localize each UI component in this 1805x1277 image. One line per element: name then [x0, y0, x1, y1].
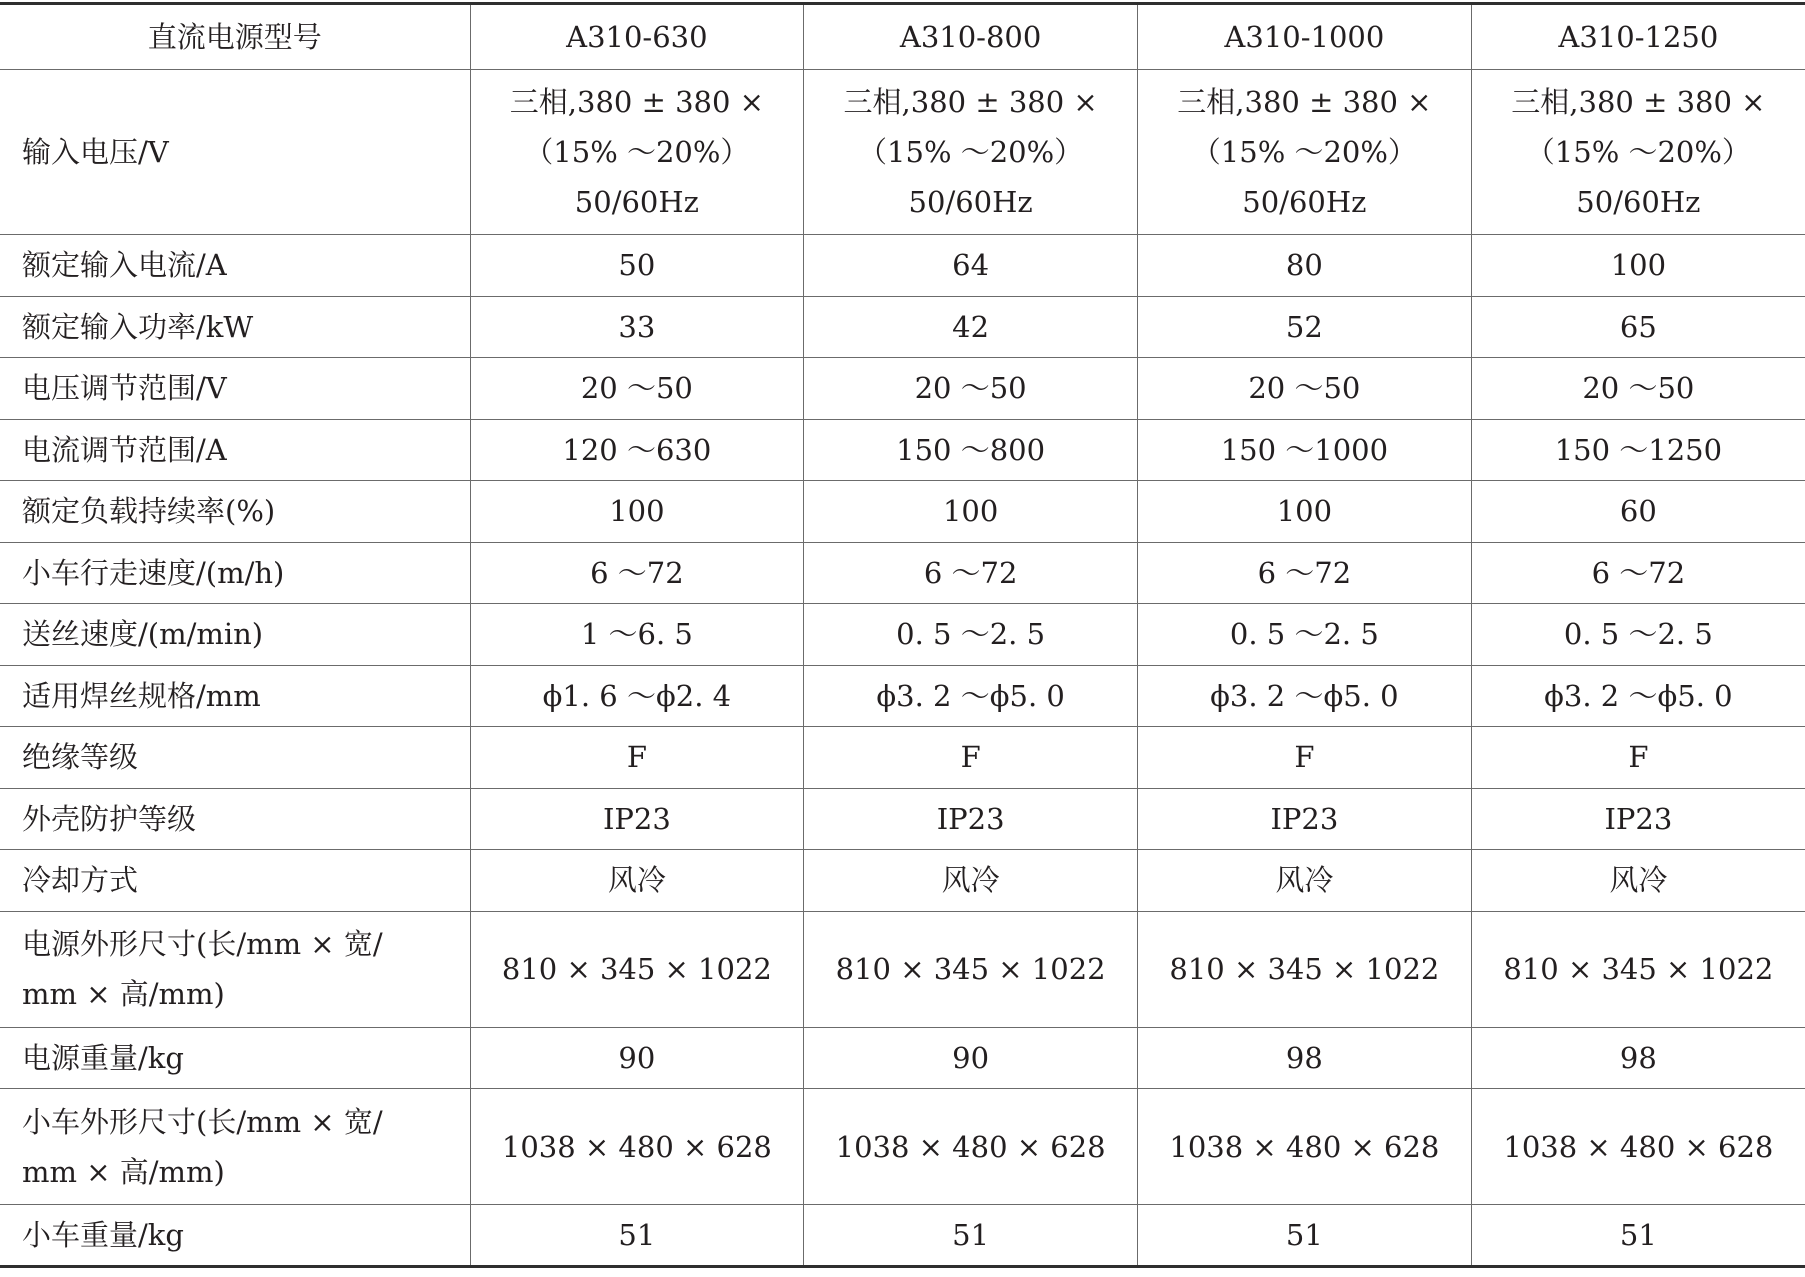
table-row: [0, 727, 1805, 789]
row-value: 20 ～50: [804, 358, 1138, 420]
table-row: [0, 358, 1805, 420]
row-label: 电源重量/kg: [0, 1027, 470, 1089]
row-value: 6 ～72: [804, 542, 1138, 604]
row-value: 51: [1138, 1205, 1472, 1267]
table-row: [0, 419, 1805, 481]
row-value: 50: [470, 235, 804, 297]
row-value: ϕ1. 6 ～ϕ2. 4: [470, 665, 804, 727]
header-model: A310-1250: [1471, 4, 1805, 70]
table-row: [0, 1027, 1805, 1089]
row-value: 三相,380 ± 380 × （15% ～20%） 50/60Hz: [804, 70, 1138, 235]
row-value: 80: [1138, 235, 1472, 297]
row-value: IP23: [1471, 788, 1805, 850]
spec-table: [0, 2, 1805, 1268]
row-value: 810 × 345 × 1022: [1138, 911, 1472, 1027]
row-label: 适用焊丝规格/mm: [0, 665, 470, 727]
header-model: A310-630: [470, 4, 804, 70]
row-label: 电压调节范围/V: [0, 358, 470, 420]
row-label: 绝缘等级: [0, 727, 470, 789]
row-value: 65: [1471, 296, 1805, 358]
table-row: [0, 70, 1805, 235]
row-label: 电流调节范围/A: [0, 419, 470, 481]
row-label: 额定负载持续率(%): [0, 481, 470, 543]
row-label: 额定输入功率/kW: [0, 296, 470, 358]
row-label: 额定输入电流/A: [0, 235, 470, 297]
row-value: ϕ3. 2 ～ϕ5. 0: [1138, 665, 1472, 727]
row-value: 20 ～50: [1471, 358, 1805, 420]
row-value: 51: [804, 1205, 1138, 1267]
row-value: 98: [1471, 1027, 1805, 1089]
row-label: 小车行走速度/(m/h): [0, 542, 470, 604]
row-value: IP23: [470, 788, 804, 850]
row-value: IP23: [804, 788, 1138, 850]
row-value: 三相,380 ± 380 × （15% ～20%） 50/60Hz: [1138, 70, 1472, 235]
row-value: 90: [470, 1027, 804, 1089]
row-value: 1038 × 480 × 628: [804, 1089, 1138, 1205]
header-row: [0, 4, 1805, 70]
row-label: 输入电压/V: [0, 70, 470, 235]
row-value: 60: [1471, 481, 1805, 543]
row-value: 风冷: [470, 850, 804, 912]
row-value: 150 ～1250: [1471, 419, 1805, 481]
row-value: 1038 × 480 × 628: [1471, 1089, 1805, 1205]
table-row: [0, 1089, 1805, 1205]
row-value: F: [470, 727, 804, 789]
row-value: 0. 5 ～2. 5: [804, 604, 1138, 666]
table-row: [0, 235, 1805, 297]
row-value: 810 × 345 × 1022: [1471, 911, 1805, 1027]
row-value: F: [804, 727, 1138, 789]
spec-table-body: [0, 4, 1805, 1267]
row-label: 小车重量/kg: [0, 1205, 470, 1267]
row-value: 150 ～1000: [1138, 419, 1472, 481]
row-value: 64: [804, 235, 1138, 297]
row-value: 6 ～72: [1138, 542, 1472, 604]
header-model: A310-800: [804, 4, 1138, 70]
table-row: [0, 911, 1805, 1027]
row-value: 6 ～72: [1471, 542, 1805, 604]
row-value: 20 ～50: [1138, 358, 1472, 420]
row-value: 风冷: [804, 850, 1138, 912]
row-value: 51: [1471, 1205, 1805, 1267]
row-value: 20 ～50: [470, 358, 804, 420]
row-label: 外壳防护等级: [0, 788, 470, 850]
table-row: [0, 296, 1805, 358]
row-label: 电源外形尺寸(长/mm × 宽/ mm × 高/mm): [0, 911, 470, 1027]
table-row: [0, 788, 1805, 850]
row-value: 1038 × 480 × 628: [470, 1089, 804, 1205]
row-value: 6 ～72: [470, 542, 804, 604]
row-value: 100: [1138, 481, 1472, 543]
row-label: 小车外形尺寸(长/mm × 宽/ mm × 高/mm): [0, 1089, 470, 1205]
row-value: 1038 × 480 × 628: [1138, 1089, 1472, 1205]
table-row: [0, 604, 1805, 666]
table-row: [0, 665, 1805, 727]
row-value: 42: [804, 296, 1138, 358]
row-value: 0. 5 ～2. 5: [1471, 604, 1805, 666]
row-value: 1 ～6. 5: [470, 604, 804, 666]
row-value: 52: [1138, 296, 1472, 358]
row-value: 90: [804, 1027, 1138, 1089]
row-value: 100: [1471, 235, 1805, 297]
row-value: 810 × 345 × 1022: [804, 911, 1138, 1027]
row-value: IP23: [1138, 788, 1472, 850]
header-model: A310-1000: [1138, 4, 1472, 70]
row-value: ϕ3. 2 ～ϕ5. 0: [804, 665, 1138, 727]
row-value: 150 ～800: [804, 419, 1138, 481]
row-value: 0. 5 ～2. 5: [1138, 604, 1472, 666]
row-value: 100: [804, 481, 1138, 543]
row-value: F: [1471, 727, 1805, 789]
table-row: [0, 481, 1805, 543]
row-value: 三相,380 ± 380 × （15% ～20%） 50/60Hz: [470, 70, 804, 235]
row-value: 120 ～630: [470, 419, 804, 481]
row-value: 100: [470, 481, 804, 543]
row-value: 风冷: [1471, 850, 1805, 912]
row-value: 98: [1138, 1027, 1472, 1089]
header-label: 直流电源型号: [0, 4, 470, 70]
table-row: [0, 1205, 1805, 1267]
row-value: 51: [470, 1205, 804, 1267]
row-value: 810 × 345 × 1022: [470, 911, 804, 1027]
row-value: F: [1138, 727, 1472, 789]
row-value: 风冷: [1138, 850, 1472, 912]
table-row: [0, 850, 1805, 912]
row-value: ϕ3. 2 ～ϕ5. 0: [1471, 665, 1805, 727]
row-label: 冷却方式: [0, 850, 470, 912]
row-value: 三相,380 ± 380 × （15% ～20%） 50/60Hz: [1471, 70, 1805, 235]
table-row: [0, 542, 1805, 604]
row-label: 送丝速度/(m/min): [0, 604, 470, 666]
row-value: 33: [470, 296, 804, 358]
